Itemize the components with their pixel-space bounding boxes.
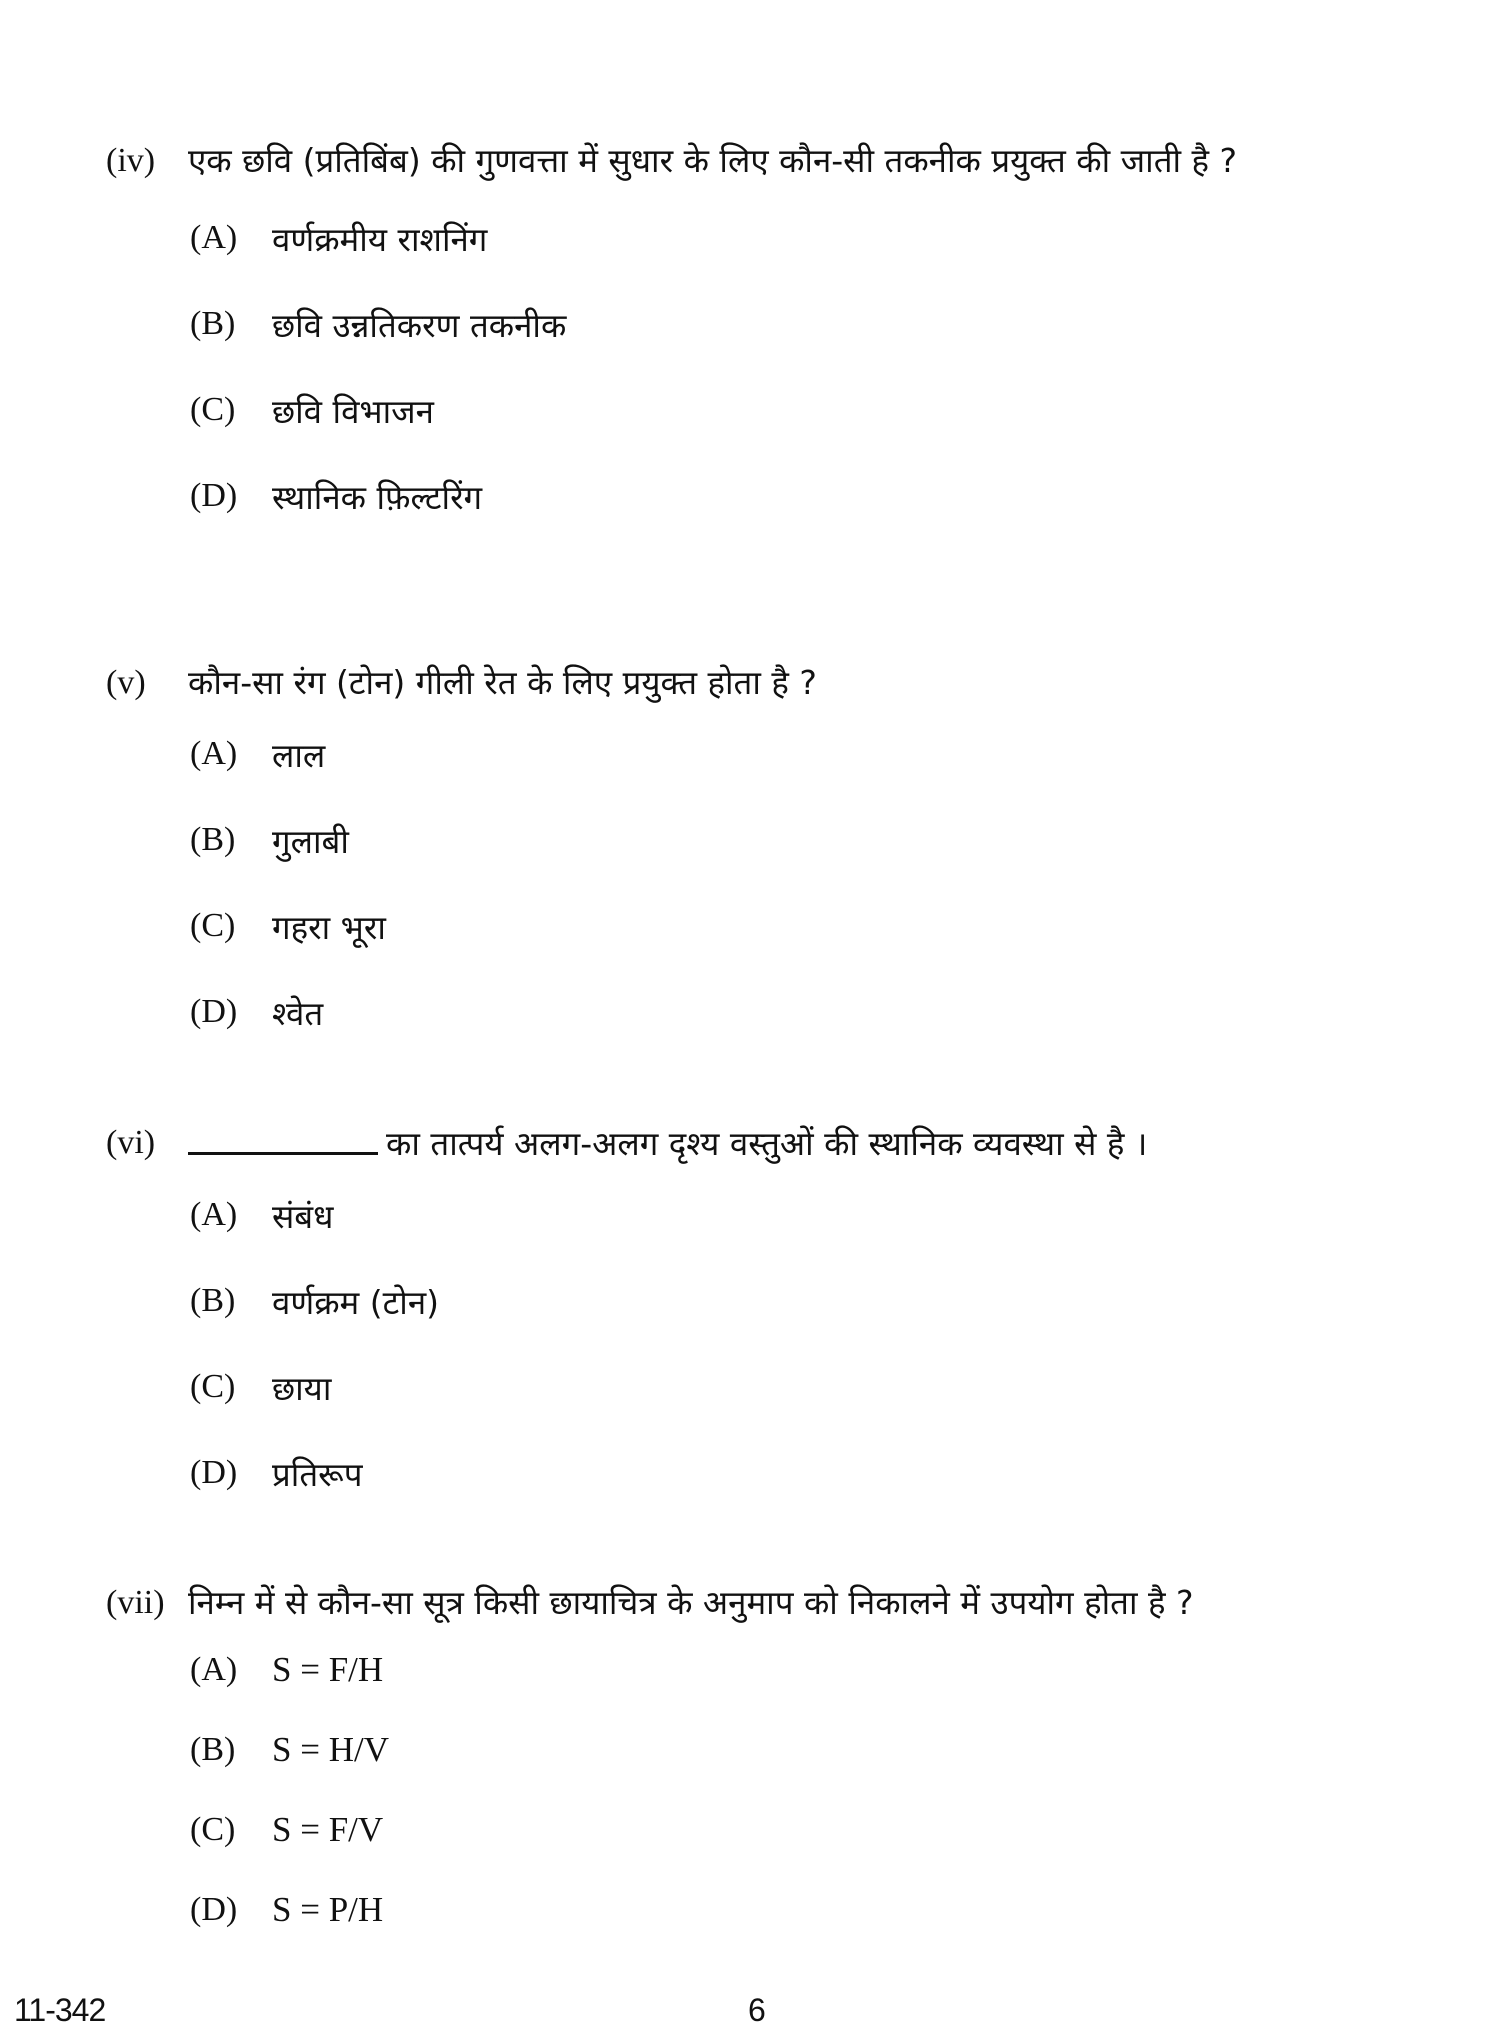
paper-code: 11-342 [14, 1992, 106, 2028]
option-a[interactable] [190, 216, 1406, 260]
option-b[interactable] [190, 1279, 1406, 1323]
option-text: S = H/V [272, 1730, 389, 1769]
option-text: लाल [272, 735, 326, 775]
option-label: (C) [190, 907, 236, 944]
option-text: प्रतिरूप [272, 1454, 363, 1494]
option-text: वर्णक्रम (टोन) [272, 1282, 440, 1322]
options-list [190, 1648, 1406, 1932]
option-label: (B) [190, 1731, 236, 1768]
options-list [190, 1193, 1406, 1495]
option-label: (B) [190, 1282, 236, 1319]
option-a[interactable] [190, 732, 1406, 776]
question-text-wrapper [188, 1114, 1406, 1173]
option-label: (A) [190, 1651, 238, 1688]
option-d[interactable] [190, 1451, 1406, 1495]
option-c[interactable] [190, 388, 1406, 432]
question-stem [106, 654, 1406, 712]
question-v [106, 654, 1406, 1076]
option-b[interactable] [190, 1728, 1406, 1772]
option-text: संबंध [272, 1196, 334, 1236]
question-iv [106, 132, 1406, 560]
option-text: गहरा भूरा [272, 907, 386, 947]
option-text: स्थानिक फ़िल्टरिंग [272, 477, 483, 517]
question-text: निम्न में से कौन-सा सूत्र किसी छायाचित्र के अनुमाप को निकालने में उपयोग होता है ? [188, 1583, 1194, 1622]
option-label: (C) [190, 1368, 236, 1405]
option-label: (C) [190, 1811, 236, 1848]
option-text: छवि विभाजन [272, 391, 434, 431]
option-label: (D) [190, 993, 238, 1030]
question-stem [106, 132, 1406, 190]
option-text: S = F/H [272, 1650, 384, 1689]
option-c[interactable] [190, 1365, 1406, 1409]
question-number: (vi) [106, 1124, 156, 1161]
question-vi [106, 1114, 1406, 1537]
question-stem [106, 1574, 1406, 1632]
option-label: (D) [190, 477, 238, 514]
option-label: (B) [190, 821, 236, 858]
option-label: (B) [190, 305, 236, 342]
option-text: S = P/H [272, 1890, 384, 1929]
option-text: गुलाबी [272, 821, 349, 861]
fill-in-blank [188, 1114, 378, 1155]
question-stem [106, 1114, 1406, 1173]
option-a[interactable] [190, 1648, 1406, 1692]
option-text: वर्णक्रमीय राशनिंग [272, 219, 488, 259]
option-b[interactable] [190, 302, 1406, 346]
option-d[interactable] [190, 1888, 1406, 1932]
option-label: (C) [190, 391, 236, 428]
question-vii [106, 1574, 1406, 1968]
option-label: (D) [190, 1891, 238, 1928]
question-number: (vii) [106, 1584, 165, 1621]
option-b[interactable] [190, 818, 1406, 862]
option-text: छाया [272, 1368, 332, 1408]
option-label: (A) [190, 1196, 238, 1233]
option-d[interactable] [190, 474, 1406, 518]
option-label: (A) [190, 219, 238, 256]
option-text: छवि उन्नतिकरण तकनीक [272, 305, 567, 345]
options-list [190, 732, 1406, 1034]
option-d[interactable] [190, 990, 1406, 1034]
option-label: (A) [190, 735, 238, 772]
option-c[interactable] [190, 1808, 1406, 1852]
options-list [190, 216, 1406, 518]
question-text: एक छवि (प्रतिबिंब) की गुणवत्ता में सुधार के लिए कौन-सी तकनीक प्रयुक्त की जाती है ? [188, 141, 1238, 180]
option-text: श्वेत [272, 993, 324, 1033]
option-label: (D) [190, 1454, 238, 1491]
option-c[interactable] [190, 904, 1406, 948]
question-number: (v) [106, 664, 146, 701]
question-text: कौन-सा रंग (टोन) गीली रेत के लिए प्रयुक्त होता है ? [188, 663, 817, 702]
question-number: (iv) [106, 142, 156, 179]
question-text: का तात्पर्य अलग-अलग दृश्य वस्तुओं की स्थानिक व्यवस्था से है । [386, 1124, 1148, 1163]
page-number: 6 [748, 1992, 766, 2028]
option-text: S = F/V [272, 1810, 384, 1849]
option-a[interactable] [190, 1193, 1406, 1237]
